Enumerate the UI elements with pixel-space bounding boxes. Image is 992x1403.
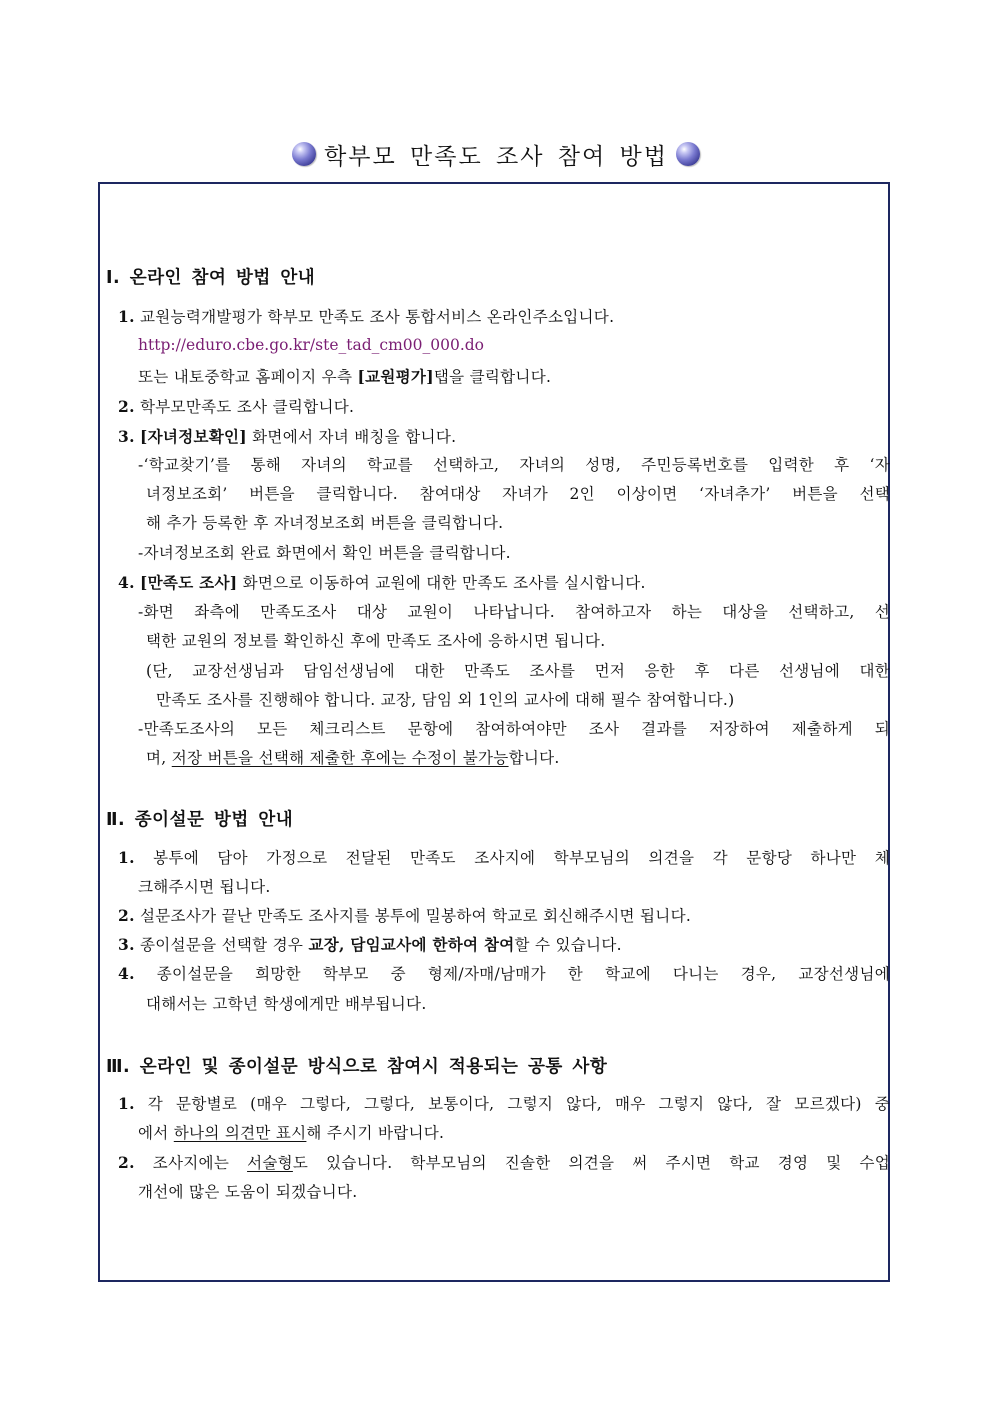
s1-item-4-sub-1-line-1: -화면 좌측에 만족도조사 대상 교원이 나타납니다. 참여하고자 하는 대상을 선택하고, 선 — [138, 603, 890, 621]
s2-item-3: 3. 종이설문을 선택할 경우 교장, 담임교사에 한하여 참여할 수 있습니다. — [118, 935, 622, 954]
s1-item-4-sub-2-line-2: 만족도 조사를 진행해야 합니다. 교장, 담임 외 1인의 교사에 대해 필수 참여합니다.) — [156, 691, 735, 709]
s1-item-1: 1. 교원능력개발평가 학부모 만족도 조사 통합서비스 온라인주소입니다. — [118, 307, 615, 326]
s1-item-2: 2. 학부모만족도 조사 클릭합니다. — [118, 397, 355, 416]
section-3-heading: Ⅲ. 온라인 및 종이설문 방식으로 참여시 적용되는 공통 사항 — [106, 1057, 608, 1077]
s3-item-1-line-2: 에서 하나의 의견만 표시해 주시기 바랍니다. — [138, 1124, 445, 1142]
s3-item-1-line-1: 1. 각 문항별로 (매우 그렇다, 그렇다, 보통이다, 그렇지 않다, 매우 그렇지 않다, 잘 모르겠다) 중 — [118, 1094, 890, 1113]
section-2-heading: Ⅱ. 종이설문 방법 안내 — [106, 810, 294, 830]
s1-item-4-sub-3-line-1: -만족도조사의 모든 체크리스트 문항에 참여하여야만 조사 결과를 저장하여 제출하게 되 — [138, 720, 890, 738]
s2-item-1-line-2: 크해주시면 됩니다. — [138, 878, 271, 896]
s1-item-3-sub-1-line-1: -‘학교찾기’를 통해 자녀의 학교를 선택하고, 자녀의 성명, 주민등록번호를 입력한 후 ‘자 — [138, 456, 890, 474]
s2-item-4-line-1: 4. 종이설문을 희망한 학부모 중 형제/자매/남매가 한 학교에 다니는 경우, 교장선생님에 — [118, 964, 890, 983]
bullet-sphere-icon — [292, 142, 316, 166]
s2-item-1-line-1: 1. 봉투에 담아 가정으로 전달된 만족도 조사지에 학부모님의 의견을 각 문항당 하나만 체 — [118, 848, 890, 867]
s1-item-4-sub-1-line-2: 택한 교원의 정보를 확인하신 후에 만족도 조사에 응하시면 됩니다. — [146, 632, 606, 650]
page-title: 학부모 만족도 조사 참여 방법 — [324, 143, 668, 170]
s1-item-3-sub-1-line-2: 녀정보조회’ 버튼을 클릭합니다. 참여대상 자녀가 2인 이상이면 ‘자녀추가’ 버튼을 선택 — [146, 485, 890, 503]
document-title — [0, 132, 992, 176]
s1-item-4-sub-3-line-2: 며, 저장 버튼을 선택해 제출한 후에는 수정이 불가능합니다. — [146, 749, 560, 767]
s3-item-2-line-2: 개선에 많은 도움이 되겠습니다. — [138, 1183, 358, 1201]
s3-item-2-line-1: 2. 조사지에는 서술형도 있습니다. 학부모님의 진솔한 의견을 써 주시면 학교 경영 및 수업 — [118, 1153, 890, 1172]
s1-item-3: 3. [자녀정보확인] 화면에서 자녀 배칭을 합니다. — [118, 427, 457, 446]
s1-item-4: 4. [만족도 조사] 화면으로 이동하여 교원에 대한 만족도 조사를 실시합니다. — [118, 573, 646, 592]
s2-item-2: 2. 설문조사가 끝난 만족도 조사지를 봉투에 밀봉하여 학교로 회신해주시면 됩니다. — [118, 906, 692, 925]
bullet-sphere-icon — [676, 142, 700, 166]
section-1-heading: Ⅰ. 온라인 참여 방법 안내 — [106, 268, 316, 288]
s1-item-3-sub-2: -자녀정보조회 완료 화면에서 확인 버튼을 클릭합니다. — [138, 544, 511, 562]
s2-item-4-line-2: 대해서는 고학년 학생에게만 배부됩니다. — [146, 995, 427, 1013]
s1-item-3-sub-1-line-3: 해 추가 등록한 후 자녀정보조회 버튼을 클릭합니다. — [146, 514, 504, 532]
s1-item-1-alt: 또는 내토중학교 홈페이지 우측 [교원평가]탭을 클릭합니다. — [138, 367, 552, 386]
survey-url-link[interactable]: http://eduro.cbe.go.kr/ste_tad_cm00_000.do — [138, 336, 485, 354]
s1-item-4-sub-2-line-1: (단, 교장선생님과 담임선생님에 대한 만족도 조사를 먼저 응한 후 다른 선생님에 대한 — [146, 662, 890, 680]
